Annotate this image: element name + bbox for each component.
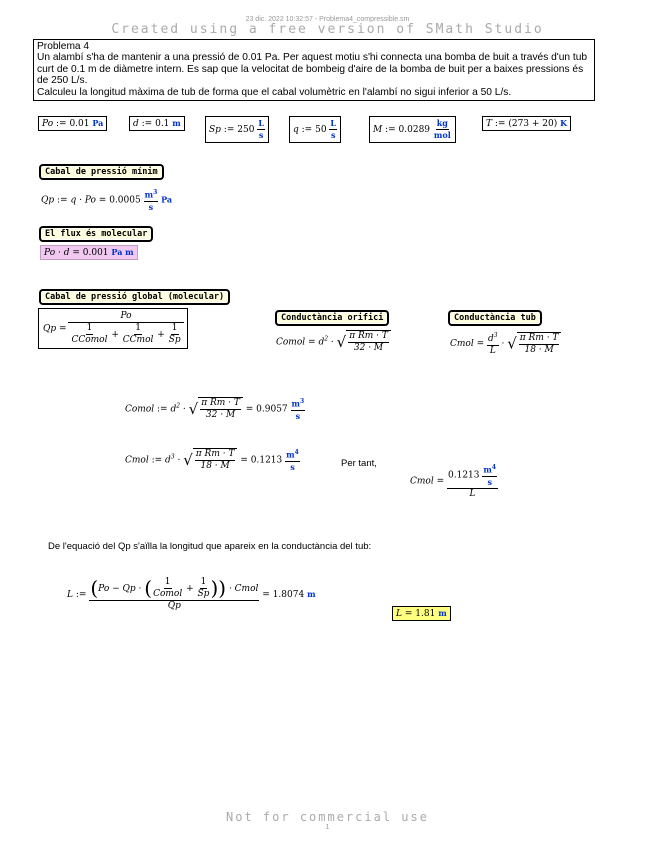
explanation-text: De l'equació del Qp s'aïlla la longitud que apareix en la conductància del tub: [48,541,372,552]
watermark-top: Created using a free version of SMath Studio [111,22,544,37]
input-sp[interactable]: Sp := 250 $\frac{L}{s}$ [205,116,269,143]
eq-comol-calc: Comol := $d^2$ · √ $\frac{\text{π Rm · T}}{32 \cdot M}$ = 0.9057 $\frac{m^3}{s}$ [125,397,305,421]
final-answer: L = 1.81 m [392,606,451,621]
problem-statement-box [33,39,595,101]
eq-comol-def: Comol = $d^2$ · √ $\frac{\text{π Rm · T}}{32 \cdot M}$ [276,330,391,354]
input-d[interactable]: d := 0.1 m [129,116,185,131]
page-number: 1 [325,824,330,831]
watermark-bottom: Not for commercial use [226,810,429,824]
input-T[interactable]: T := (273 + 20) K [482,116,571,131]
problem-question: Calculeu la longitud màxima de tub de forma que el cabal volumètric en l'alambí no sigui inferior a 50 L/s. [37,86,512,98]
input-q[interactable]: q := 50 $\frac{L}{s}$ [289,116,341,143]
eq-cmol-calc: Cmol := $d^3$ · √ $\frac{\text{π Rm · T}}{18 \cdot M}$ = 0.1213 $\frac{m^4}{s}$ [125,448,299,472]
eq-qp-global: Qp = Po $\frac{1}{\text{CComol}}$ + $\frac{1}{\text{CCmol}}$ + $\frac{1}{Sp}$ [38,308,188,349]
input-po[interactable]: Po := 0.01 Pa [38,116,107,131]
label-tube-conductance: Conductància tub [449,311,541,325]
eq-qp-min: Qp := q · Po = 0.0005 $\frac{m^3}{s}$ Pa [41,189,173,212]
label-global-flow: Cabal de pressió global (molecular) [40,290,229,304]
problem-statement: Un alambí s'ha de mantenir a una pressió de 0.01 Pa. Per aquest motiu s'hi connecta una bomba de buit a través d'un tub curt de 0.1 m de diàmetre intern. Es sap que la velocitat de bombeig d'aire de la bomba de buit per a baixes pressions és de 250 L/s. [37,52,588,87]
eq-L-calc: L := (Po − Qp · ( $\frac{1}{\text{Comol}}$ + $\frac{1}{Sp}$ )) · Cmol Qp = 1.8074 m [67,576,316,611]
document-timestamp: 23 dic. 2022 10:32:57 - Problema4_compressible.sm [245,16,410,23]
var-po: Po [42,119,54,129]
eq-cmol-of-L: Cmol = 0.1213 $\frac{m^4}{s}$ L [410,464,497,499]
label-orifice-conductance: Conductància orifici [276,311,388,325]
input-M[interactable]: M := 0.0289 $\frac{kg}{\text{mol}}$ [369,116,456,143]
per-tant-text: Per tant, [341,458,377,469]
label-min-flow: Cabal de pressió mínim [40,165,163,179]
problem-title: Problema 4 [37,41,90,52]
eq-po-d: Po · d = 0.001 Pa m [40,245,138,260]
label-molecular-flow: El flux és molecular [40,227,152,241]
eq-cmol-def: Cmol = $\frac{d^3}{L}$ · √ $\frac{\text{π Rm · T}}{18 \cdot M}$ [450,330,561,357]
